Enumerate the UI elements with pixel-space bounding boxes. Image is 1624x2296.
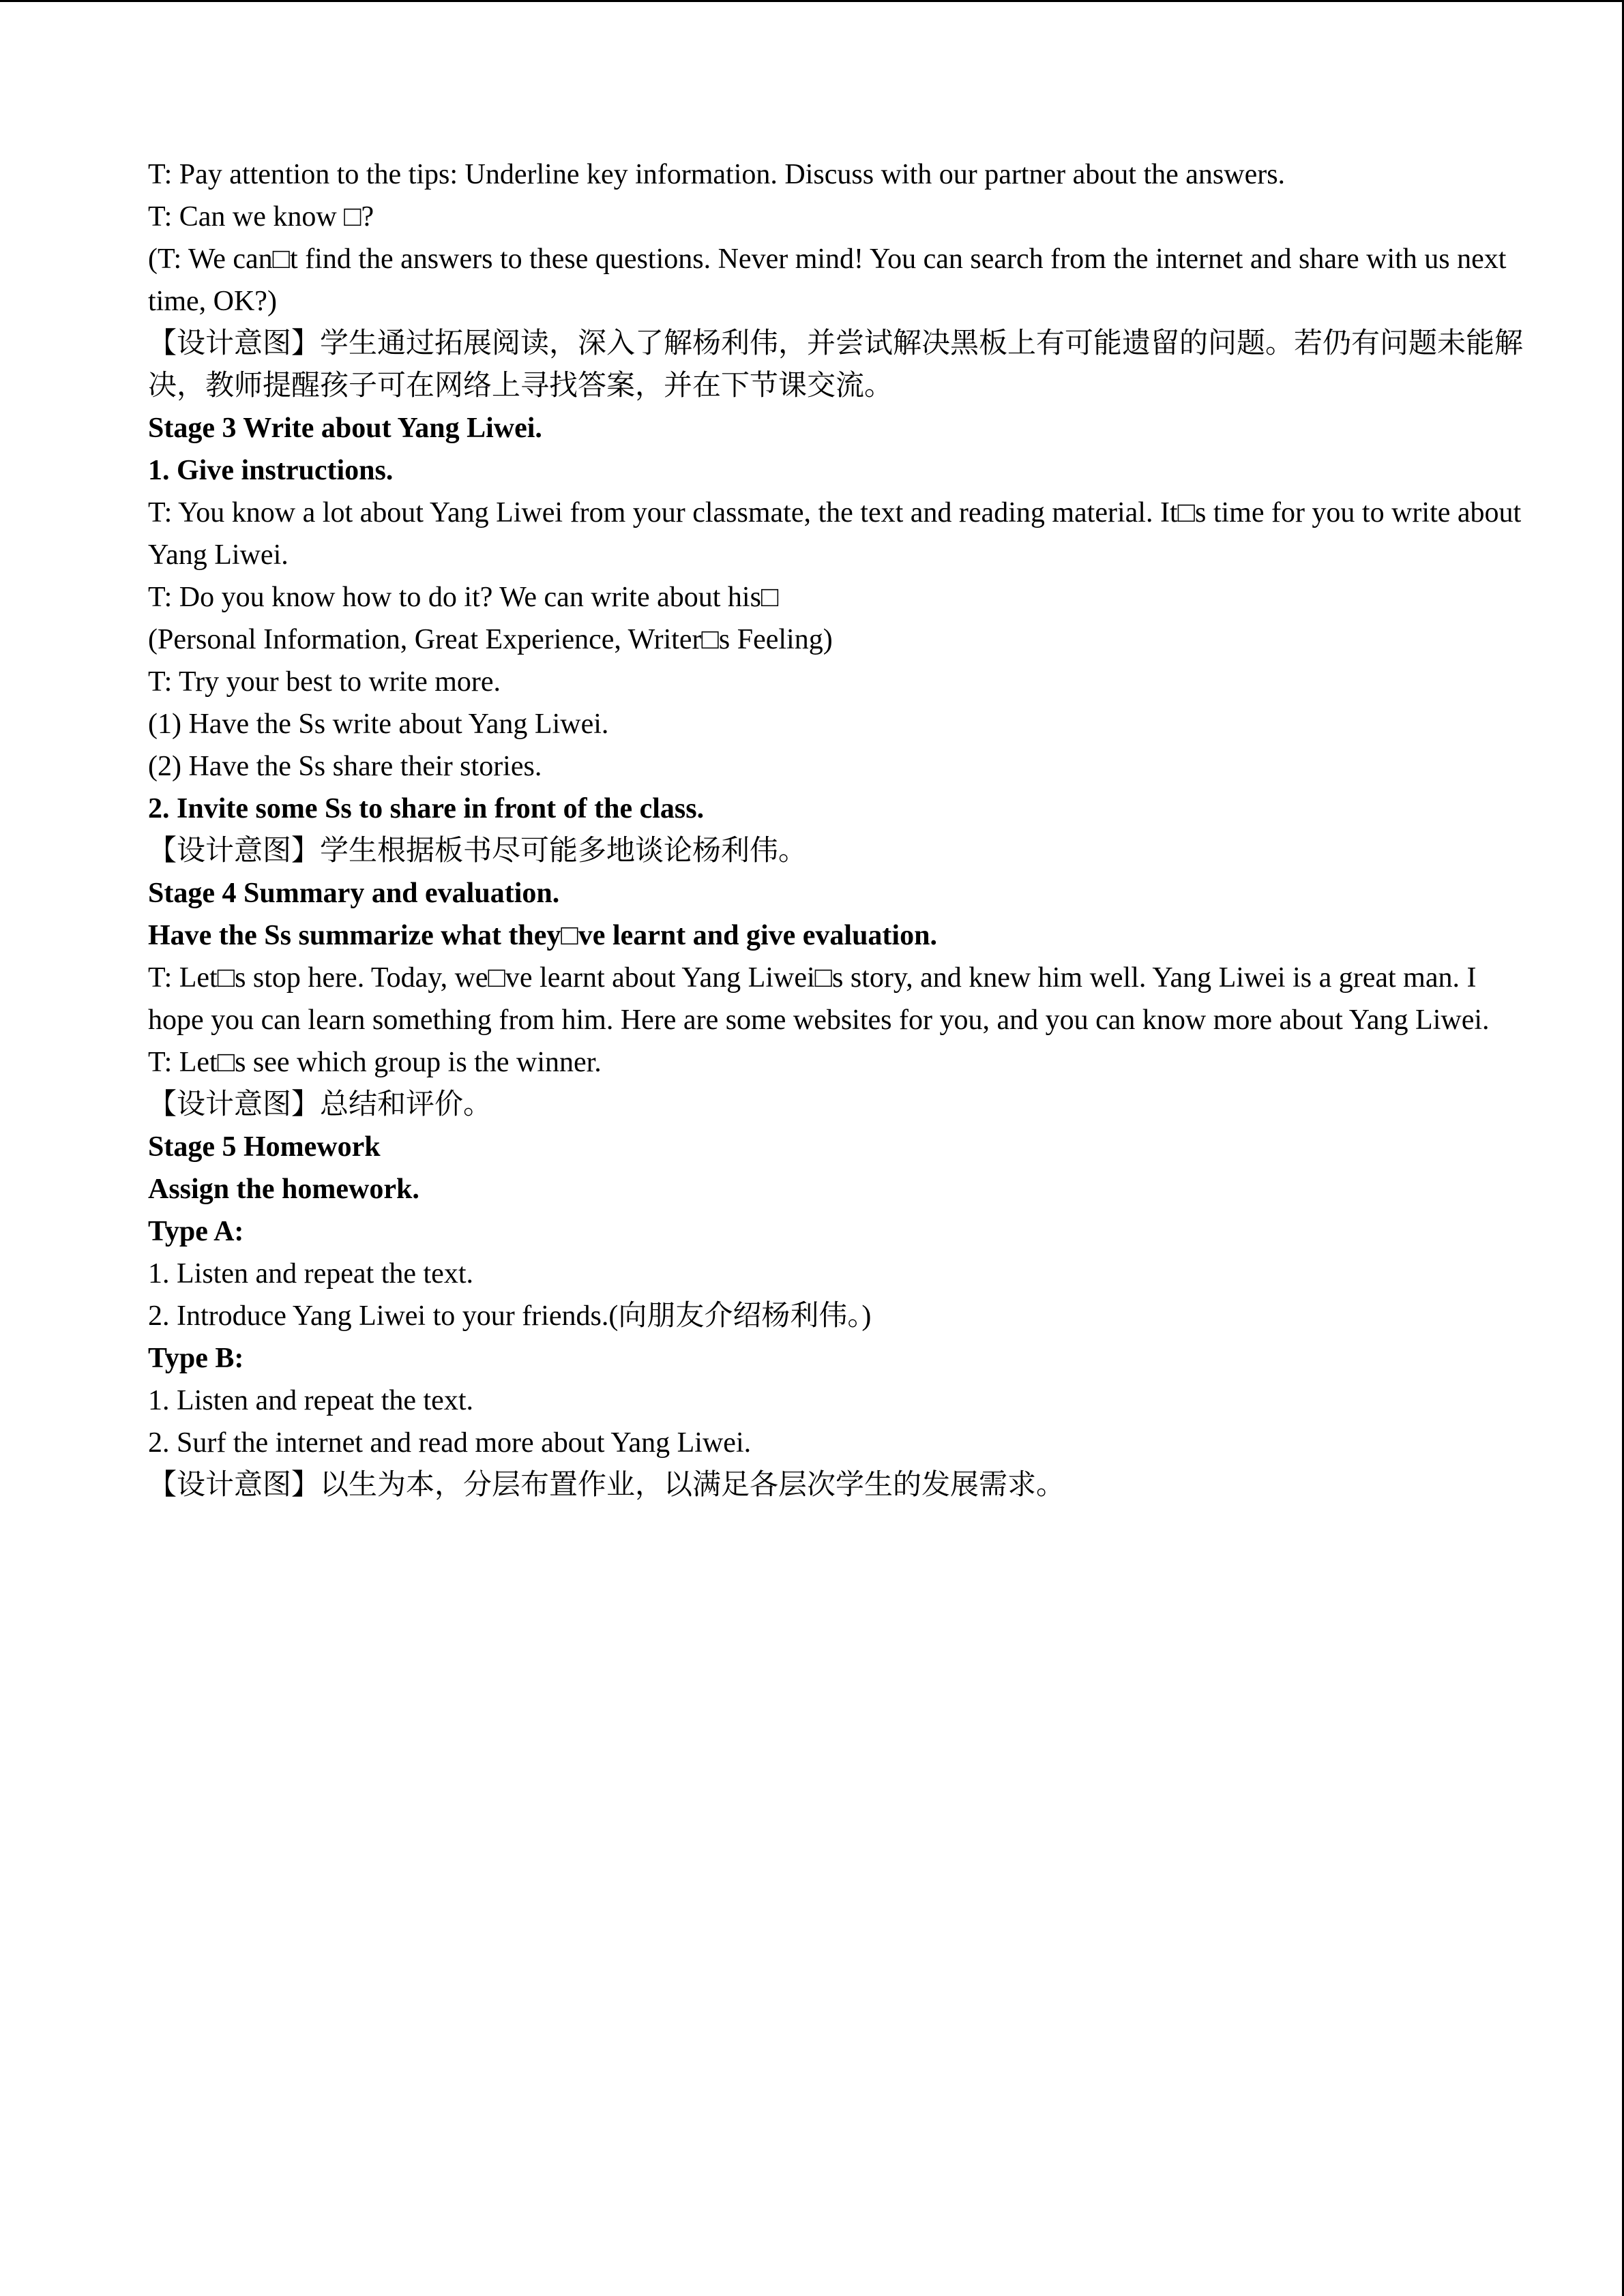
step-invite-share: 2. Invite some Ss to share in front of the class. <box>148 793 705 824</box>
text-line-answers-note: (T: We can□t find the answers to these questions. Never mind! You can search from the internet and share with us next time, OK?) <box>148 243 1507 317</box>
text-line-tips: T: Pay attention to the tips: Underline key information. Discuss with our partner about the answers. <box>148 159 1286 190</box>
design-intent-1: 【设计意图】学生通过拓展阅读，深入了解杨利伟，并尝试解决黑板上有可能遗留的问题。若仍有问题未能解决，教师提醒孩子可在网络上寻找答案，并在下节课交流。 <box>148 328 1524 402</box>
step-give-instructions: 1. Give instructions. <box>148 455 394 486</box>
text-line-write-more: T: Try your best to write more. <box>148 666 501 698</box>
design-intent-2: 【设计意图】学生根据板书尽可能多地谈论杨利伟。 <box>148 835 808 867</box>
text-line-summary-speech: T: Let□s stop here. Today, we□ve learnt about Yang Liwei□s story, and knew him well. Yang Liwei is a great man. I hope you can learn something from him. Here are some websites for you, and you can know more about Yang Liwei. <box>148 962 1490 1036</box>
design-intent-3: 【设计意图】总结和评价。 <box>148 1089 492 1120</box>
homework-type-b-item-2: 2. Surf the internet and read more about Yang Liwei. <box>148 1427 752 1459</box>
text-line-ss-share: (2) Have the Ss share their stories. <box>148 751 542 782</box>
step-summarize: Have the Ss summarize what they□ve learnt and give evaluation. <box>148 920 937 951</box>
homework-type-b-item-1: 1. Listen and repeat the text. <box>148 1385 473 1416</box>
stage-3-heading: Stage 3 Write about Yang Liwei. <box>148 413 542 444</box>
text-line-how-to-do: T: Do you know how to do it? We can write about his□ <box>148 582 779 613</box>
text-line-winner: T: Let□s see which group is the winner. <box>148 1047 602 1078</box>
text-line-writing-points: (Personal Information, Great Experience, Writer□s Feeling) <box>148 624 833 655</box>
homework-type-a-item-1: 1. Listen and repeat the text. <box>148 1258 473 1289</box>
homework-type-a-item-2: 2. Introduce Yang Liwei to your friends.(向朋友介绍杨利伟。) <box>148 1300 872 1332</box>
text-line-ss-write: (1) Have the Ss write about Yang Liwei. <box>148 709 609 740</box>
design-intent-4: 【设计意图】以生为本，分层布置作业，以满足各层次学生的发展需求。 <box>148 1470 1065 1501</box>
stage-5-heading: Stage 5 Homework <box>148 1131 381 1163</box>
homework-type-a-heading: Type A: <box>148 1216 244 1247</box>
step-assign-homework: Assign the homework. <box>148 1174 419 1205</box>
text-line-know-a-lot: T: You know a lot about Yang Liwei from your classmate, the text and reading material. It□s time for you to write about Yang Liwei. <box>148 497 1522 571</box>
homework-type-b-heading: Type B: <box>148 1343 244 1374</box>
stage-4-heading: Stage 4 Summary and evaluation. <box>148 878 560 909</box>
document-body <box>148 153 1526 1506</box>
text-line-can-we-know: T: Can we know □? <box>148 201 374 233</box>
